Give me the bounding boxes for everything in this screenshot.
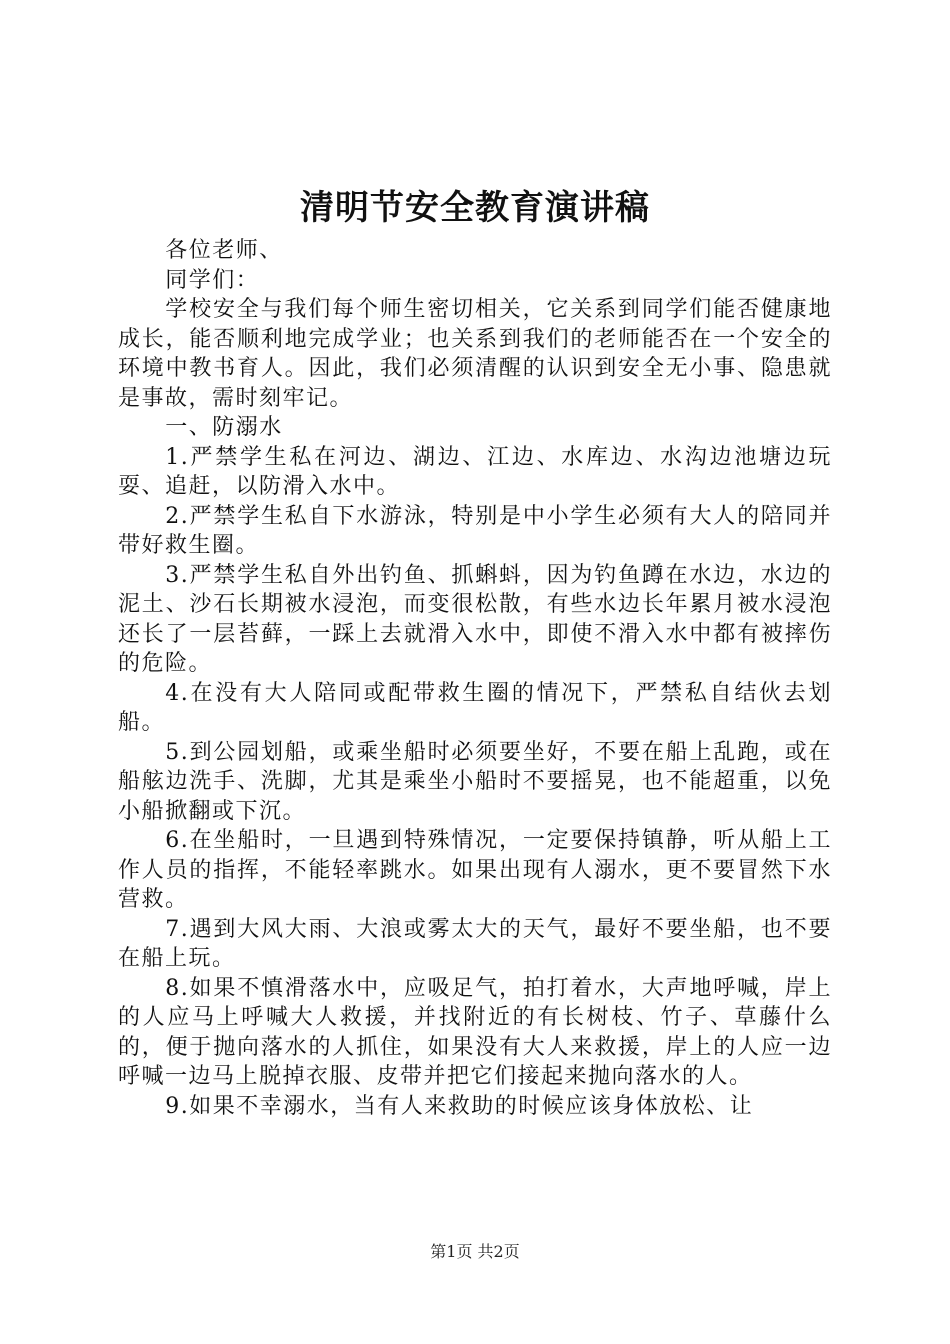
paragraph-item-8: 8.如果不慎滑落水中，应吸足气，拍打着水，大声地呼喊，岸上的人应马上呼喊大人救援，并找附近的有长树枝、竹子、草藤什么的，便于抛向落水的人抓住，如果没有大人来救援，岸上的人应一边呼喊一边马上脱掉衣服、皮带并把它们接起来抛向落水的人。 xyxy=(118,975,832,1089)
paragraph-item-4: 4.在没有大人陪同或配带救生圈的情况下，严禁私自结伙去划船。 xyxy=(118,680,832,735)
paragraph-item-6: 6.在坐船时，一旦遇到特殊情况，一定要保持镇静，听从船上工作人员的指挥，不能轻率跳水。如果出现有人溺水，更不要冒然下水营救。 xyxy=(118,828,832,912)
document-body xyxy=(118,236,832,1121)
paragraph-item-5: 5.到公园划船，或乘坐船时必须要坐好，不要在船上乱跑，或在船舷边洗手、洗脚，尤其是乘坐小船时不要摇晃，也不能超重，以免小船掀翻或下沉。 xyxy=(118,739,832,824)
section-heading: 一、防溺水 xyxy=(165,415,283,440)
paragraph-item-7: 7.遇到大风大雨、大浪或雾太大的天气，最好不要坐船，也不要在船上玩。 xyxy=(118,916,832,971)
paragraph-greeting-2: 同学们： xyxy=(165,267,260,293)
paragraph-item-2: 2.严禁学生私自下水游泳，特别是中小学生必须有大人的陪同并带好救生圈。 xyxy=(118,503,832,558)
paragraph-item-9: 9.如果不幸溺水，当有人来救助的时候应该身体放松、让 xyxy=(165,1093,754,1119)
paragraph-item-3: 3.严禁学生私自外出钓鱼、抓蝌蚪，因为钓鱼蹲在水边，水边的泥土、沙石长期被水浸泡，而变很松散，有些水边长年累月被水浸泡还长了一层苔藓，一踩上去就滑入水中，即使不滑入水中都有被摔伤的危险。 xyxy=(118,562,832,676)
paragraph-item-1: 1.严禁学生私在河边、湖边、江边、水库边、水沟边池塘边玩耍、追赶，以防滑入水中。 xyxy=(118,444,832,499)
paragraph-intro: 学校安全与我们每个师生密切相关，它关系到同学们能否健康地成长，能否顺利地完成学业；也关系到我们的老师能否在一个安全的环境中教书育人。因此，我们必须清醒的认识到安全无小事、隐患就是事故，需时刻牢记。 xyxy=(118,297,832,411)
page-footer: 第1页 共2页 xyxy=(430,1242,520,1261)
paragraph-greeting-1: 各位老师、 xyxy=(165,238,283,263)
document-title: 清明节安全教育演讲稿 xyxy=(300,188,650,228)
